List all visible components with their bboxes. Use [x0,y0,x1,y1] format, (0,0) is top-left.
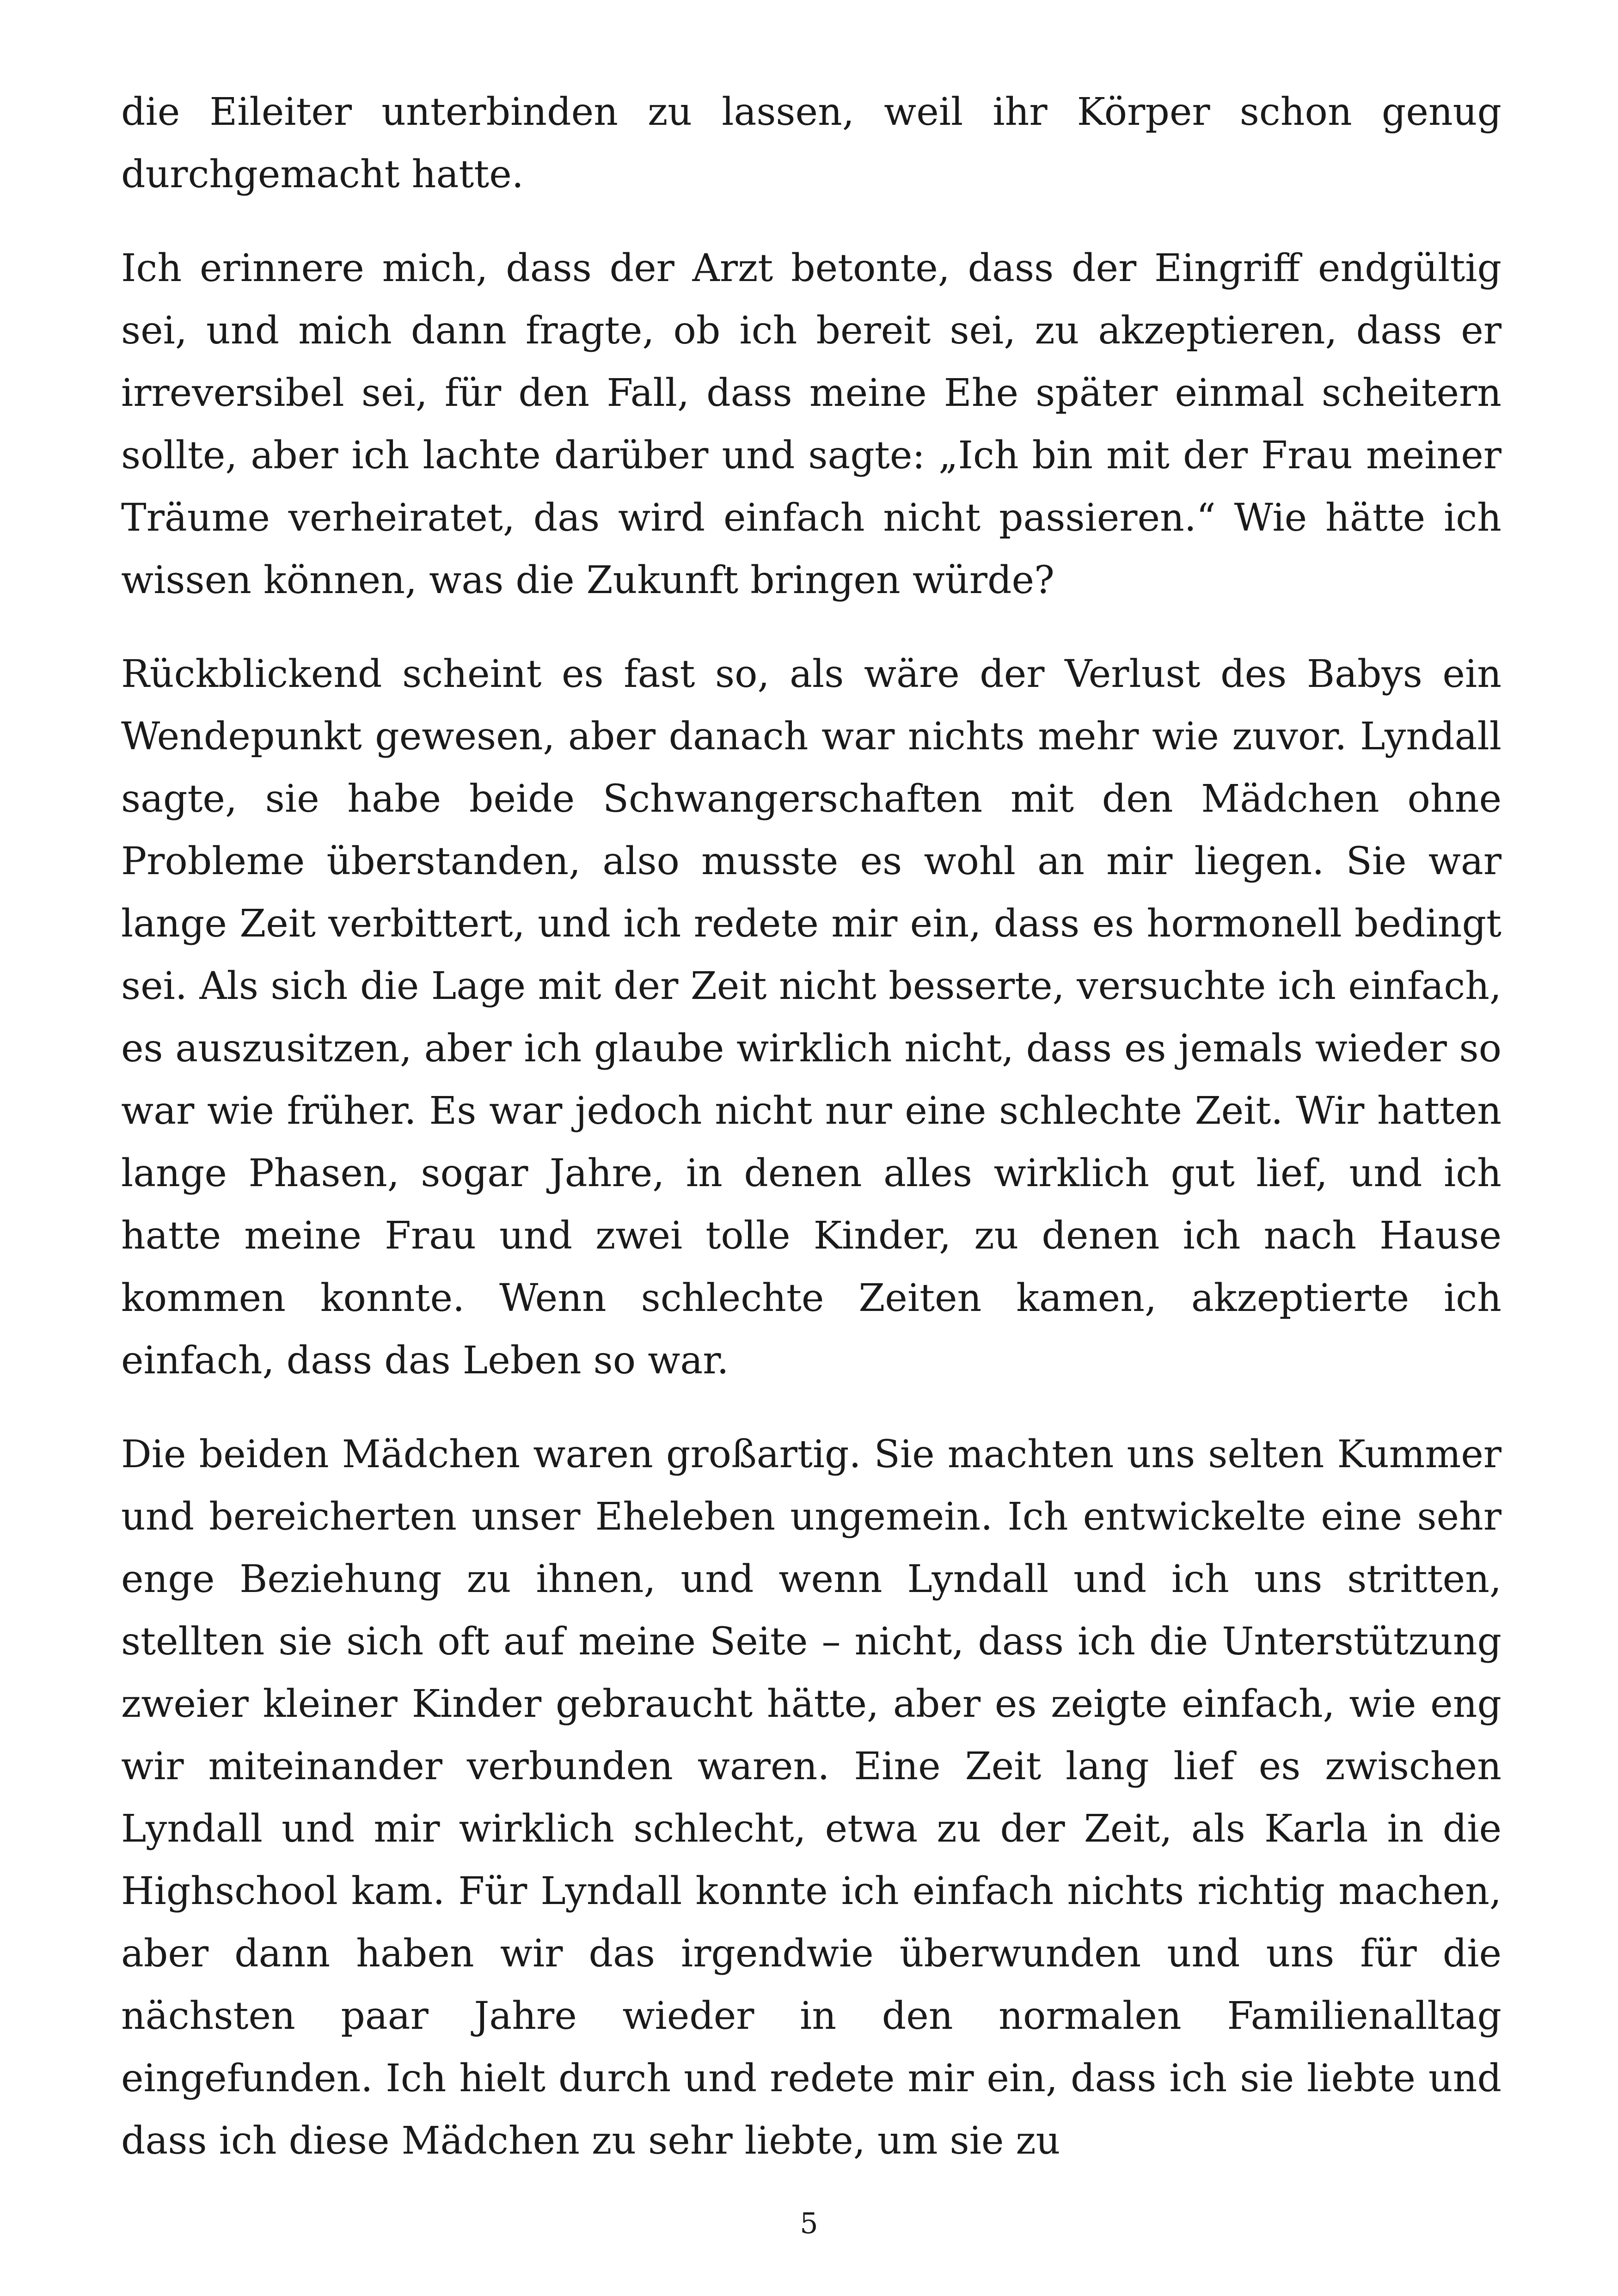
paragraph-3: Rückblickend scheint es fast so, als wäre der Verlust des Babys ein Wendepunkt gewesen, aber danach war nichts mehr wie zuvor. Lyndall sagte, sie habe beide Schwangerschaften mit den Mädchen ohne Probleme überstanden, also musste es wohl an mir liegen. Sie war lange Zeit verbittert, und ich redete mir ein, dass es hormonell bedingt sei. Als sich die Lage mit der Zeit nicht besserte, versuchte ich einfach, es auszusitzen, aber ich glaube wirklich nicht, dass es jemals wieder so war wie früher. Es war jedoch nicht nur eine schlechte Zeit. Wir hatten lange Phasen, sogar Jahre, in denen alles wirklich gut lief, und ich hatte meine Frau und zwei tolle Kinder, zu denen ich nach Hause kommen konnte. Wenn schlechte Zeiten kamen, akzeptierte ich einfach, dass das Leben so war. [121,652,1502,1383]
body-text [121,81,1502,2172]
paragraph-1: die Eileiter unterbinden zu lassen, weil ihr Körper schon genug durchgemacht hatte. [121,90,1502,196]
paragraph-4: Die beiden Mädchen waren großartig. Sie machten uns selten Kummer und bereicherten unser Eheleben ungemein. Ich entwickelte eine sehr enge Beziehung zu ihnen, und wenn Lyndall und ich uns stritten, stellten sie sich oft auf meine Seite – nicht, dass ich die Unterstützung zweier kleiner Kinder gebraucht hätte, aber es zeigte einfach, wie eng wir miteinander verbunden waren. Eine Zeit lang lief es zwischen Lyndall und mir wirklich schlecht, etwa zu der Zeit, als Karla in die Highschool kam. Für Lyndall konnte ich einfach nichts richtig machen, aber dann haben wir das irgendwie überwunden und uns für die nächsten paar Jahre wieder in den normalen Familienalltag eingefunden. Ich hielt durch und redete mir ein, dass ich sie liebte und dass ich diese Mädchen zu sehr liebte, um sie zu [121,1433,1502,2163]
page-number: 5 [800,2206,818,2240]
paragraph-2: Ich erinnere mich, dass der Arzt betonte, dass der Eingriff endgültig sei, und mich dann fragte, ob ich bereit sei, zu akzeptieren, dass er irreversibel sei, für den Fall, dass meine Ehe später einmal scheitern sollte, aber ich lachte darüber und sagte: „Ich bin mit der Frau meiner Träume verheiratet, das wird einfach nicht passieren.“ Wie hätte ich wissen können, was die Zukunft bringen würde? [121,246,1502,602]
